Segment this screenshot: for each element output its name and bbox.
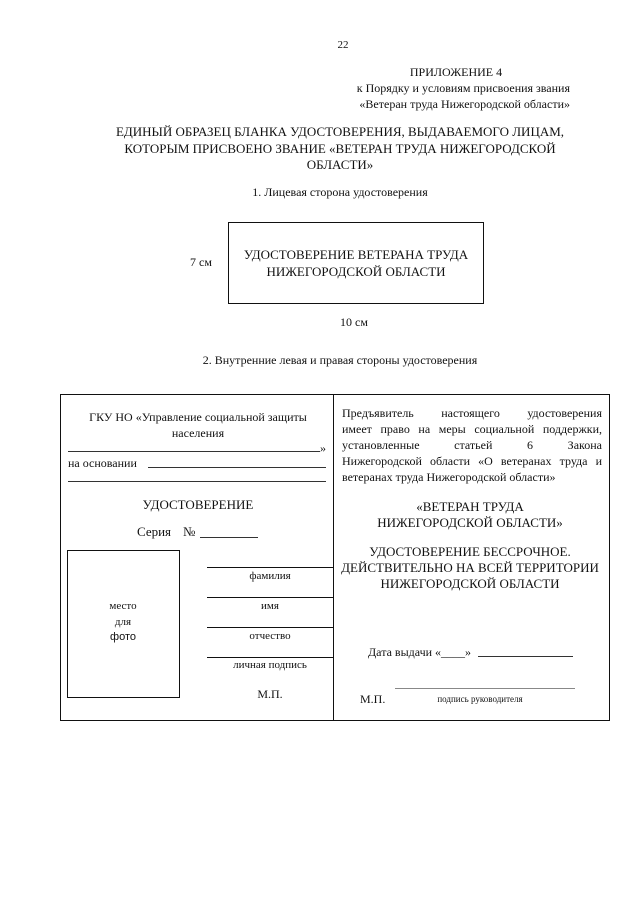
paragraph-line: имеет право на меры социальной поддержки, [342,422,602,436]
inside-caption: 2. Внутренние левая и правая стороны удостоверения [202,353,478,367]
appendix-title: ПРИЛОЖЕНИЕ 4 [409,65,503,79]
front-title: УДОСТОВЕРЕНИЕ ВЕТЕРАНА ТРУДА [243,247,469,262]
paragraph-line: Нижегородской области «О ветеранах труда и [342,454,602,468]
org-line: населения [171,426,225,440]
paragraph-line: установленные статьей 6 Закона [342,438,602,452]
appendix-line: к Порядку и условиям присвоения звания [356,81,570,95]
heading-line: ЕДИНЫЙ ОБРАЗЕЦ БЛАНКА УДОСТОВЕРЕНИЯ, ВЫДАВАЕМОГО ЛИЦАМ, [115,124,565,139]
cert-title: УДОСТОВЕРЕНИЕ [142,497,254,512]
org-line: ГКУ НО «Управление социальной защиты [89,410,307,424]
field-label-surname: фамилия [249,570,291,582]
series-label: Серия [137,524,172,539]
front-title: НИЖЕГОРОДСКОЙ ОБЛАСТИ [266,264,446,279]
head-signature-line [395,688,575,689]
photo-label: для [114,616,132,628]
issue-date-underline [478,656,573,657]
photo-label: фото [110,631,136,643]
height-label: 7 см [190,255,212,269]
head-signature-label: подпись руководителя [437,694,523,704]
validity-text: НИЖЕГОРОДСКОЙ ОБЛАСТИ [380,576,560,591]
paragraph-line: ветеранах труда Нижегородской области» [342,470,556,484]
field-label-name: имя [261,600,279,612]
field-label-signature: личная подпись [233,659,307,671]
org-close: » [320,441,326,455]
number-underline [200,537,258,538]
page-number: 22 [337,39,349,51]
width-label: 10 см [340,315,368,329]
field-label-patronymic: отчество [249,630,291,642]
paragraph-line: Предъявитель настоящего удостоверения [342,406,602,420]
org-underline [68,451,320,452]
front-side-box [228,222,484,304]
heading-line: КОТОРЫМ ПРИСВОЕНО ЗВАНИЕ «ВЕТЕРАН ТРУДА НИЖЕГОРОДСКОЙ [124,141,556,156]
veteran-title: НИЖЕГОРОДСКОЙ ОБЛАСТИ» [377,515,563,530]
front-caption: 1. Лицевая сторона удостоверения [252,185,428,199]
number-label: № [183,524,196,539]
basis-label: на основании [68,456,137,470]
heading-line: ОБЛАСТИ» [306,157,374,172]
fold-divider [333,394,334,721]
stamp-label: М.П. [360,692,386,706]
validity-text: УДОСТОВЕРЕНИЕ БЕССРОЧНОЕ. [369,544,571,559]
stamp-label: М.П. [257,687,283,701]
validity-text: ДЕЙСТВИТЕЛЬНО НА ВСЕЙ ТЕРРИТОРИИ [341,560,599,575]
appendix-line: «Ветеран труда Нижегородской области» [359,97,570,111]
basis-underline [68,481,326,482]
holder-rights-paragraph [342,405,602,485]
photo-label: место [109,600,137,612]
issue-date-label: Дата выдачи «____» [368,645,472,659]
veteran-title: «ВЕТЕРАН ТРУДА [416,499,524,514]
basis-underline [148,467,326,468]
